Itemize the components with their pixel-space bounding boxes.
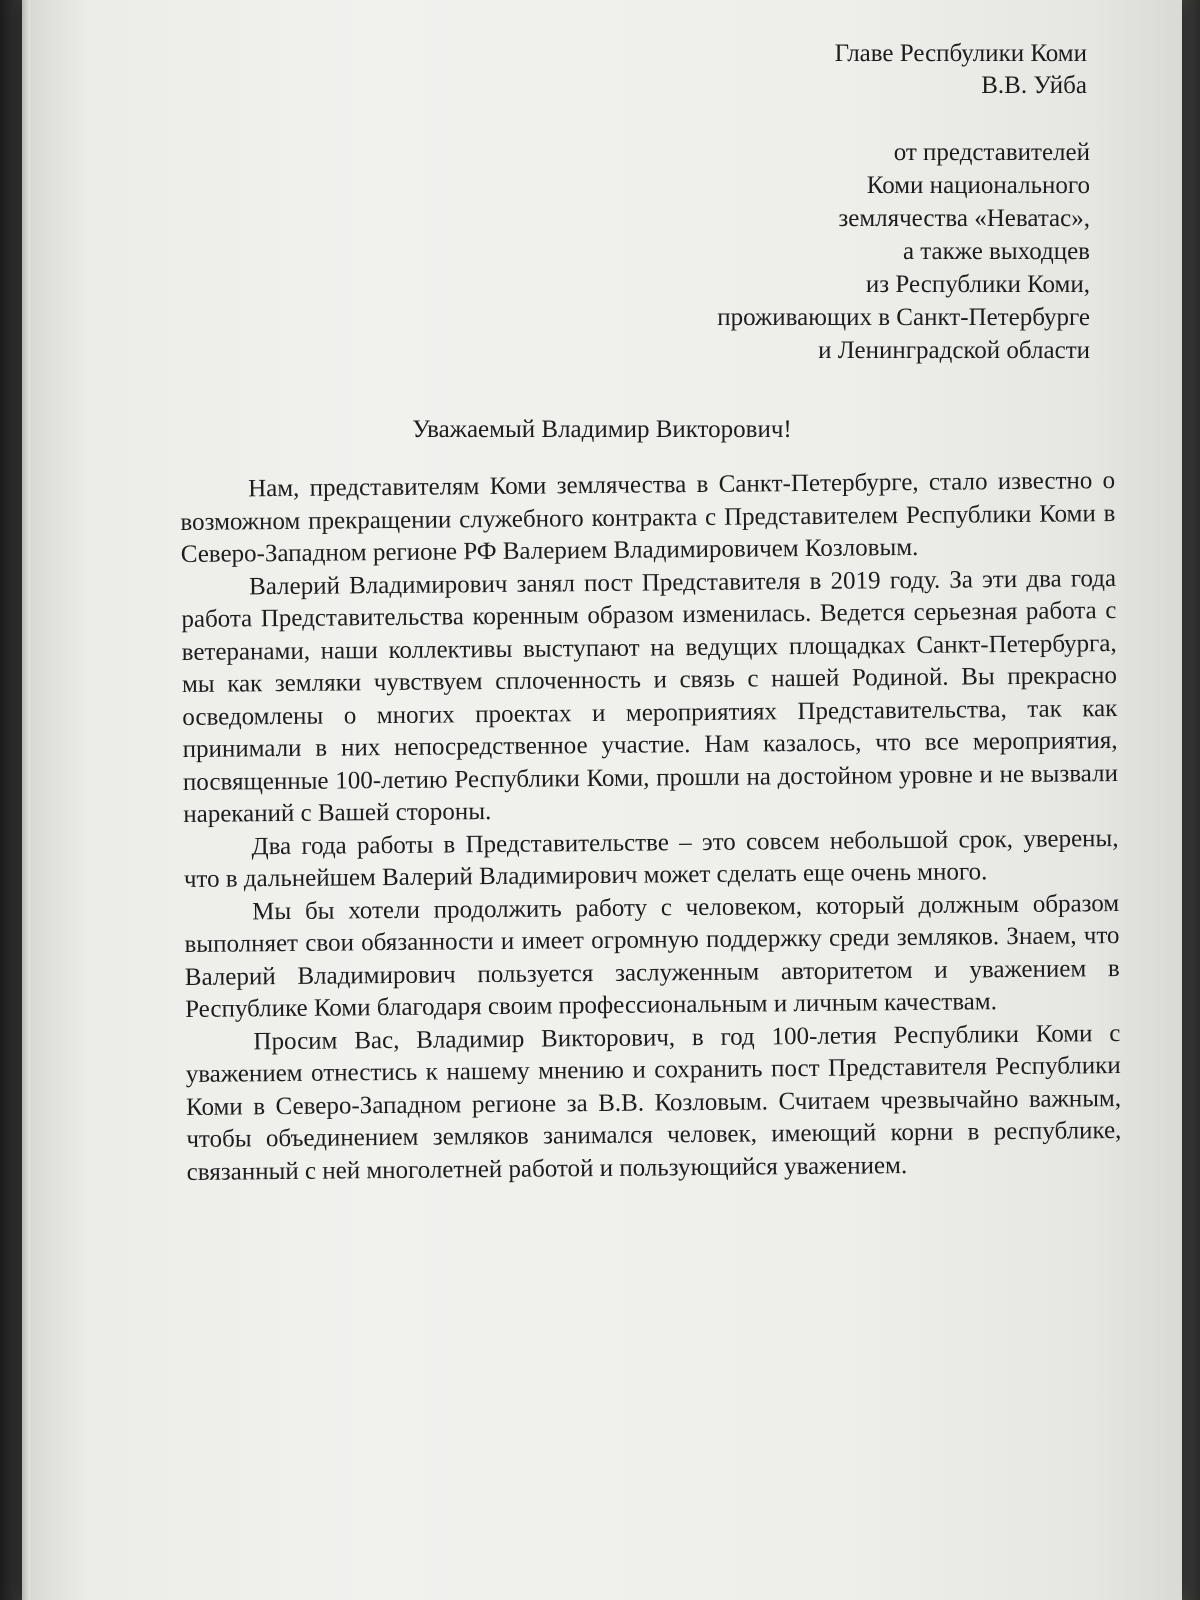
sender-line: от представителей [893, 139, 1090, 166]
body-paragraph: Просим Вас, Владимир Викторович, в год 100-летия Республики Коми с уважением отнестись к нашему мнению и сохранить пост Представителя Республики Коми в Северо-Западном регионе за В.В. Козловым. Считаем чрезвычайно важным, чтобы объединением земляков занимался человек, имеющий корни в республике, связанный с ней многолетней работой и пользующийся уважением. [185, 1019, 1122, 1186]
letter-sheet [22, 0, 1182, 1600]
letter-body [180, 465, 1122, 1189]
addressee-title: Главе Респбулики Коми [834, 40, 1087, 67]
sender-line: проживающих в Санкт-Петербурге [717, 304, 1090, 331]
body-paragraph: Валерий Владимирович занял пост Представителя в 2019 году. За эти два года работа Представительства коренным образом изменилась. Ведется серьезная работа с ветеранами, наши коллективы выступают на ведущих площадках Санкт-Петербурга, мы как земляки чувствуем сплоченность и связь с нашей Родиной. Вы прекрасно осведомлены о многих проектах и мероприятиях Представительства, так как принимали в них непосредственное участие. Нам казалось, что все мероприятия, посвященные 100-летию Республики Коми, прошли на достойном уровне и не вызвали нареканий с Вашей стороны. [181, 564, 1119, 828]
sender-line: а также выходцев [902, 238, 1090, 265]
letter-content [22, 0, 1182, 1600]
body-paragraph: Мы бы хотели продолжить работу с человеком, который должным образом выполняет свои обязанности и имеет огромную поддержку среди земляков. Знаем, что Валерий Владимирович пользуется заслуженным авторитетом и уважением в Республике Коми благодаря своим профессиональным и личным качествам. [184, 889, 1120, 1023]
sender-line: Коми национального [866, 172, 1090, 199]
addressee-block [835, 38, 1087, 102]
body-paragraph: Два года работы в Представительстве – это совсем небольшой срок, уверены, что в дальнейшем Валерий Владимирович может сделать еще очень много. [183, 824, 1119, 893]
sender-line: землячества «Неватас», [838, 205, 1090, 232]
sender-line: и Ленинградской области [818, 337, 1090, 364]
salutation: Уважаемый Владимир Викторович! [412, 416, 792, 443]
sender-block [717, 136, 1090, 367]
addressee-name: В.В. Уйба [981, 72, 1087, 99]
sender-line: из Республики Коми, [865, 271, 1090, 298]
body-paragraph: Нам, представителям Коми землячества в Санкт-Петербурге, стало известно о возможном прекращении служебного контракта с Представителем Республики Коми в Северо-Западном регионе РФ Валерием Владимировичем Козловым. [180, 467, 1116, 568]
